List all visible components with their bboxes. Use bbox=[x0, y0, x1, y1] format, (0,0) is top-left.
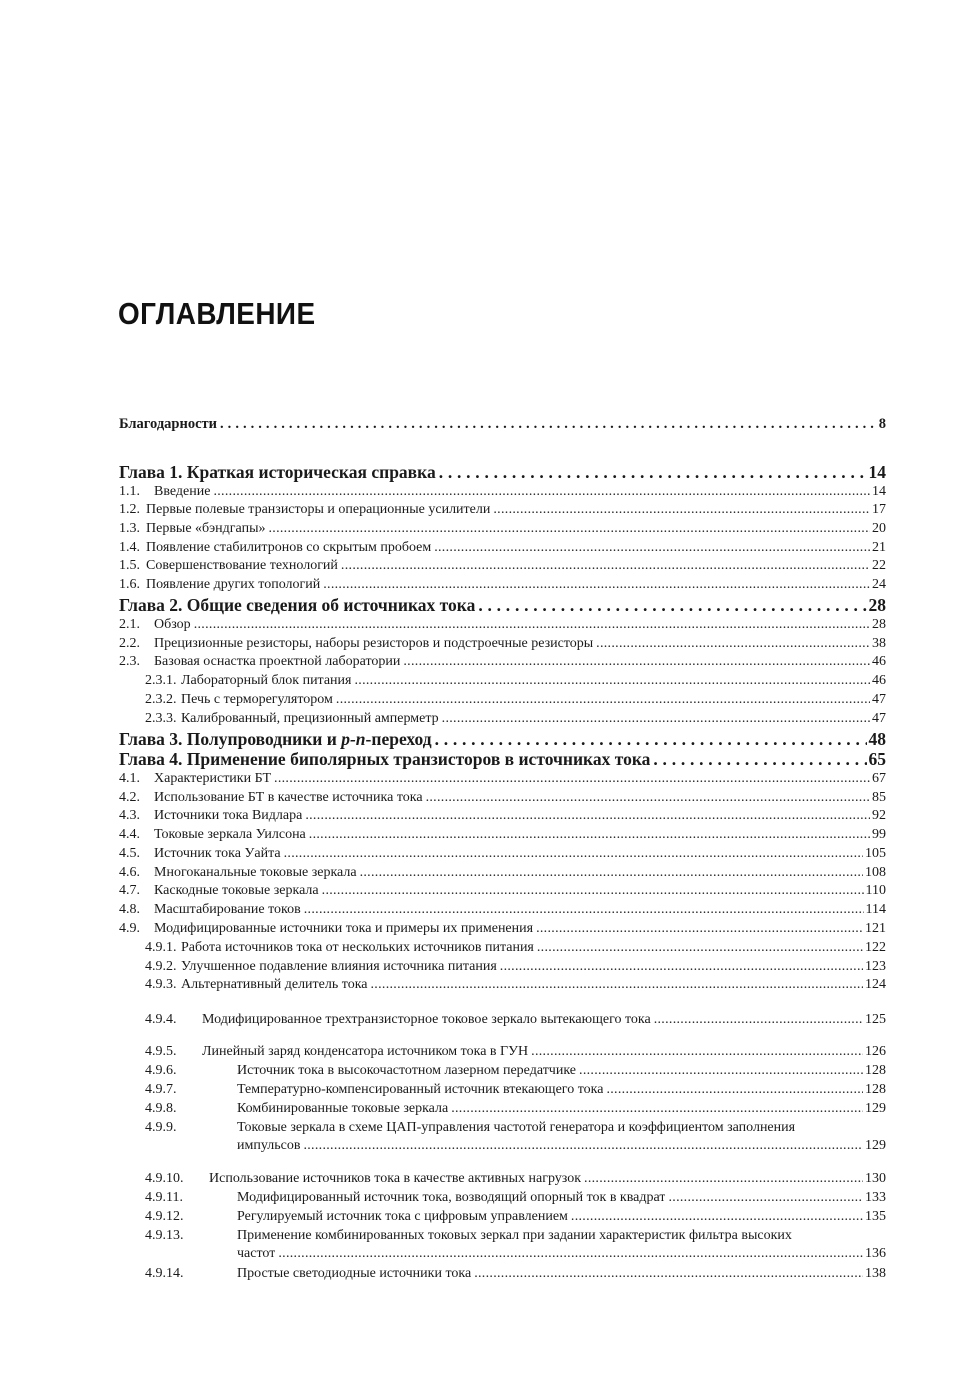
toc-entry-title-continuation: частот bbox=[237, 1246, 276, 1261]
toc-entry-title: Печь с терморегулятором bbox=[181, 692, 333, 707]
dot-leader bbox=[309, 826, 870, 843]
toc-chapter-title: Глава 4. Применение биполярных транзисторов в источниках тока bbox=[119, 749, 651, 769]
toc-entry-title: Работа источников тока от нескольких источников питания bbox=[181, 940, 534, 955]
dot-leader bbox=[336, 691, 870, 708]
toc-entry-wrapped-first-line[interactable] bbox=[119, 1227, 886, 1244]
toc-entry-title: Первые «бэндгапы» bbox=[146, 521, 266, 536]
toc-entry-page: 28 bbox=[872, 617, 886, 632]
toc-entry-page: 24 bbox=[872, 577, 886, 592]
toc-entry[interactable] bbox=[119, 539, 886, 556]
toc-entry[interactable] bbox=[119, 920, 886, 937]
toc-chapter-title-italic: p-n bbox=[341, 729, 366, 749]
toc-entry-number: 4.9.1. bbox=[145, 940, 177, 955]
dot-leader bbox=[500, 958, 863, 975]
toc-entry-number: 4.9.3. bbox=[145, 977, 177, 992]
toc-entry-page: 14 bbox=[872, 484, 886, 499]
toc-entry-number: 4.9.7. bbox=[145, 1082, 177, 1097]
toc-entry[interactable] bbox=[119, 710, 886, 727]
toc-entry-title: Использование БТ в качестве источника тока bbox=[154, 790, 423, 805]
toc-entry-page: 110 bbox=[865, 883, 886, 898]
toc-entry-title: Источник тока Уайта bbox=[154, 846, 281, 861]
dot-leader bbox=[278, 1245, 863, 1262]
toc-entry-title: Прецизионные резисторы, наборы резисторов и подстроечные резисторы bbox=[154, 636, 594, 651]
toc-chapter-4[interactable] bbox=[119, 749, 886, 769]
toc-entry-title: Многоканальные токовые зеркала bbox=[154, 865, 357, 880]
toc-entry-number: 1.4. bbox=[119, 540, 140, 555]
dot-leader bbox=[303, 1137, 863, 1154]
dot-leader bbox=[322, 882, 864, 899]
toc-entry-title: Благодарности bbox=[119, 416, 218, 432]
toc-entry-title: Обзор bbox=[154, 617, 191, 632]
toc-entry-number: 4.9.4. bbox=[145, 1012, 177, 1027]
toc-entry[interactable] bbox=[119, 501, 886, 518]
dot-leader bbox=[478, 595, 866, 615]
dot-leader bbox=[668, 1189, 863, 1206]
toc-entry-page: 114 bbox=[865, 902, 886, 917]
dot-leader bbox=[434, 539, 870, 556]
toc-chapter-page: 65 bbox=[868, 749, 886, 769]
toc-entry-page: 126 bbox=[865, 1044, 886, 1059]
toc-chapter-title-suffix: -переход bbox=[365, 729, 432, 749]
toc-entry[interactable] bbox=[119, 845, 886, 862]
toc-entry[interactable] bbox=[119, 770, 886, 787]
dot-leader bbox=[435, 729, 867, 749]
toc-entry-number: 1.2. bbox=[119, 502, 140, 517]
toc-entry[interactable] bbox=[119, 1100, 886, 1117]
dot-leader bbox=[606, 1081, 863, 1098]
toc-entry-page: 136 bbox=[865, 1246, 886, 1261]
toc-entry-title: Простые светодиодные источники тока bbox=[237, 1266, 472, 1281]
toc-entry-number: 2.2. bbox=[119, 636, 140, 651]
toc-entry-page: 108 bbox=[865, 865, 886, 880]
toc-entry-number: 4.6. bbox=[119, 865, 140, 880]
toc-entry-number: 2.3. bbox=[119, 654, 140, 669]
toc-entry-number: 4.9.6. bbox=[145, 1063, 177, 1078]
dot-leader bbox=[304, 901, 864, 918]
toc-entry-wrapped-first-line[interactable] bbox=[119, 1119, 886, 1136]
toc-entry[interactable] bbox=[119, 1011, 886, 1028]
toc-entry-page: 122 bbox=[865, 940, 886, 955]
dot-leader bbox=[439, 462, 867, 482]
toc-entry-page: 105 bbox=[865, 846, 886, 861]
toc-entry-page: 130 bbox=[865, 1171, 886, 1186]
toc-entry-title: Альтернативный делитель тока bbox=[181, 977, 368, 992]
toc-entry[interactable] bbox=[119, 958, 886, 975]
toc-entry-title: Модифицированное трехтранзисторное токовое зеркало вытекающего тока bbox=[202, 1012, 651, 1027]
toc-entry-number: 4.8. bbox=[119, 902, 140, 917]
dot-leader bbox=[323, 576, 870, 593]
toc-entry-title: Модифицированный источник тока, возводящий опорный ток в квадрат bbox=[237, 1190, 666, 1205]
toc-entry-number: 4.9.10. bbox=[145, 1171, 184, 1186]
toc-chapter-title: Глава 2. Общие сведения об источниках тока bbox=[119, 595, 476, 615]
toc-entry-number: 4.2. bbox=[119, 790, 140, 805]
toc-entry[interactable] bbox=[119, 691, 886, 708]
toc-chapter-title: Глава 1. Краткая историческая справка bbox=[119, 462, 436, 482]
toc-entry-title: Улучшенное подавление влияния источника питания bbox=[181, 959, 497, 974]
toc-entry-number: 4.9.11. bbox=[145, 1190, 183, 1205]
toc-entry-number: 1.1. bbox=[119, 484, 140, 499]
toc-entry-number: 2.1. bbox=[119, 617, 140, 632]
toc-entry[interactable] bbox=[119, 1170, 886, 1187]
toc-entry-number: 4.9.13. bbox=[145, 1228, 184, 1243]
toc-entry[interactable] bbox=[119, 807, 886, 824]
dot-leader bbox=[493, 501, 870, 518]
toc-entry-page: 121 bbox=[865, 921, 886, 936]
toc-entry-wrapped-second-line[interactable] bbox=[119, 1245, 886, 1262]
toc-entry[interactable] bbox=[119, 976, 886, 993]
toc-entry-title: Температурно-компенсированный источник втекающего тока bbox=[237, 1082, 604, 1097]
toc-entry[interactable] bbox=[119, 520, 886, 537]
toc-entry-page: 99 bbox=[872, 827, 886, 842]
toc-chapter-2[interactable] bbox=[119, 595, 886, 615]
toc-entry-page: 92 bbox=[872, 808, 886, 823]
toc-entry[interactable] bbox=[119, 882, 886, 899]
dot-leader bbox=[194, 616, 870, 633]
toc-entry-page: 22 bbox=[872, 558, 886, 573]
toc-entry-title: Источники тока Видлара bbox=[154, 808, 303, 823]
toc-entry-title: Каскодные токовые зеркала bbox=[154, 883, 319, 898]
toc-entry-page: 133 bbox=[865, 1190, 886, 1205]
toc-entry-title: Совершенствование технологий bbox=[146, 558, 338, 573]
toc-entry-title: Введение bbox=[154, 484, 211, 499]
toc-entry[interactable] bbox=[119, 789, 886, 806]
toc-entry[interactable] bbox=[119, 576, 886, 593]
toc-entry-title: Масштабирование токов bbox=[154, 902, 301, 917]
page-title: ОГЛАВЛЕНИЕ bbox=[118, 296, 316, 331]
toc-entry[interactable] bbox=[119, 672, 886, 689]
toc-entry-page: 138 bbox=[865, 1266, 886, 1281]
toc-entry-number: 1.5. bbox=[119, 558, 140, 573]
dot-leader bbox=[579, 1062, 863, 1079]
toc-entry-number: 2.3.2. bbox=[145, 692, 177, 707]
dot-leader bbox=[596, 635, 870, 652]
toc-entry-page: 46 bbox=[872, 654, 886, 669]
toc-entry-title: Применение комбинированных токовых зеркал при задании характеристик фильтра высоких bbox=[237, 1228, 792, 1243]
dot-leader bbox=[537, 939, 863, 956]
toc-entry-title: Токовые зеркала в схеме ЦАП-управления частотой генератора и коэффициентом заполнения bbox=[237, 1120, 796, 1135]
toc-entry-page: 128 bbox=[865, 1063, 886, 1078]
toc-chapter-page: 14 bbox=[868, 462, 886, 482]
dot-leader bbox=[305, 807, 870, 824]
toc-entry[interactable] bbox=[119, 653, 886, 670]
toc-entry[interactable] bbox=[119, 1208, 886, 1225]
toc-entry-title: Линейный заряд конденсатора источником тока в ГУН bbox=[202, 1044, 529, 1059]
toc-entry-number: 4.1. bbox=[119, 771, 140, 786]
toc-entry-page: 129 bbox=[865, 1101, 886, 1116]
toc-entry-title: Первые полевые транзисторы и операционные усилители bbox=[146, 502, 491, 517]
toc-entry-number: 2.3.1. bbox=[145, 673, 177, 688]
dot-leader bbox=[360, 864, 863, 881]
toc-entry-title: Регулируемый источник тока с цифровым управлением bbox=[237, 1209, 568, 1224]
dot-leader bbox=[268, 520, 870, 537]
toc-entry-number: 4.9. bbox=[119, 921, 140, 936]
toc-entry[interactable] bbox=[119, 826, 886, 843]
toc-chapter-1[interactable] bbox=[119, 462, 886, 482]
toc-entry-title: Базовая оснастка проектной лаборатории bbox=[154, 654, 401, 669]
toc-entry-title: Появление других топологий bbox=[146, 577, 321, 592]
dot-leader bbox=[213, 483, 870, 500]
dot-leader bbox=[284, 845, 863, 862]
dot-leader bbox=[653, 749, 866, 769]
toc-entry-page: 129 bbox=[865, 1138, 886, 1153]
toc-entry[interactable] bbox=[119, 939, 886, 956]
toc-entry-page: 125 bbox=[865, 1012, 886, 1027]
toc-entry-title: Использование источников тока в качестве активных нагрузок bbox=[209, 1171, 582, 1186]
dot-leader bbox=[536, 920, 863, 937]
toc-entry-number: 4.9.5. bbox=[145, 1044, 177, 1059]
toc-entry[interactable] bbox=[119, 864, 886, 881]
toc-entry-page: 47 bbox=[872, 692, 886, 707]
dot-leader bbox=[584, 1170, 863, 1187]
dot-leader bbox=[531, 1043, 863, 1060]
dot-leader bbox=[220, 416, 877, 433]
toc-entry-number: 4.9.2. bbox=[145, 959, 177, 974]
toc-entry-title: Характеристики БТ bbox=[154, 771, 272, 786]
toc-entry-wrapped-second-line[interactable] bbox=[119, 1137, 886, 1154]
toc-entry-title: Токовые зеркала Уилсона bbox=[154, 827, 306, 842]
toc-entry-page: 38 bbox=[872, 636, 886, 651]
toc-entry-number: 4.9.8. bbox=[145, 1101, 177, 1116]
toc-entry-acknowledgments[interactable] bbox=[119, 416, 886, 433]
toc-entry[interactable] bbox=[119, 1189, 886, 1206]
toc-entry-number: 4.4. bbox=[119, 827, 140, 842]
dot-leader bbox=[442, 710, 870, 727]
toc-entry-number: 4.9.9. bbox=[145, 1120, 177, 1135]
table-of-contents bbox=[119, 0, 886, 1388]
toc-entry[interactable] bbox=[119, 901, 886, 918]
toc-entry-page: 135 bbox=[865, 1209, 886, 1224]
toc-entry[interactable] bbox=[119, 1265, 886, 1282]
toc-entry[interactable] bbox=[119, 483, 886, 500]
toc-entry-page: 21 bbox=[872, 540, 886, 555]
toc-entry[interactable] bbox=[119, 1081, 886, 1098]
toc-entry-page: 47 bbox=[872, 711, 886, 726]
toc-entry-page: 128 bbox=[865, 1082, 886, 1097]
dot-leader bbox=[451, 1100, 863, 1117]
toc-entry-number: 4.9.14. bbox=[145, 1266, 184, 1281]
toc-entry-title-continuation: импульсов bbox=[237, 1138, 301, 1153]
toc-chapter-page: 28 bbox=[868, 595, 886, 615]
dot-leader bbox=[354, 672, 870, 689]
toc-entry-title: Лабораторный блок питания bbox=[181, 673, 352, 688]
dot-leader bbox=[474, 1265, 863, 1282]
toc-entry-page: 20 bbox=[872, 521, 886, 536]
toc-entry-title: Модифицированные источники тока и примеры их применения bbox=[154, 921, 534, 936]
dot-leader bbox=[426, 789, 870, 806]
dot-leader bbox=[571, 1208, 863, 1225]
toc-entry-page: 123 bbox=[865, 959, 886, 974]
toc-entry-number: 1.6. bbox=[119, 577, 140, 592]
dot-leader bbox=[274, 770, 870, 787]
toc-chapter-page: 48 bbox=[868, 729, 886, 749]
toc-entry-number: 4.9.12. bbox=[145, 1209, 184, 1224]
toc-entry-page: 85 bbox=[872, 790, 886, 805]
toc-entry-title: Калиброванный, прецизионный амперметр bbox=[181, 711, 439, 726]
toc-entry[interactable] bbox=[119, 635, 886, 652]
toc-entry-page: 67 bbox=[872, 771, 886, 786]
toc-entry[interactable] bbox=[119, 1062, 886, 1079]
toc-entry-page: 46 bbox=[872, 673, 886, 688]
toc-entry-title: Появление стабилитронов со скрытым пробоем bbox=[146, 540, 432, 555]
toc-chapter-title bbox=[119, 729, 432, 749]
toc-entry-page: 124 bbox=[865, 977, 886, 992]
dot-leader bbox=[371, 976, 864, 993]
toc-chapter-3[interactable] bbox=[119, 729, 886, 749]
toc-entry-number: 4.5. bbox=[119, 846, 140, 861]
toc-entry-page: 8 bbox=[878, 416, 886, 432]
dot-leader bbox=[654, 1011, 863, 1028]
toc-entry-title: Источник тока в высокочастотном лазерном передатчике bbox=[237, 1063, 577, 1078]
toc-entry[interactable] bbox=[119, 557, 886, 574]
toc-entry[interactable] bbox=[119, 1043, 886, 1060]
toc-entry[interactable] bbox=[119, 616, 886, 633]
toc-entry-number: 4.3. bbox=[119, 808, 140, 823]
toc-entry-title: Комбинированные токовые зеркала bbox=[237, 1101, 449, 1116]
toc-entry-page: 17 bbox=[872, 502, 886, 517]
toc-entry-number: 1.3. bbox=[119, 521, 140, 536]
toc-chapter-title-prefix: Глава 3. Полупроводники и bbox=[119, 729, 342, 749]
toc-entry-number: 4.7. bbox=[119, 883, 140, 898]
dot-leader bbox=[403, 653, 870, 670]
dot-leader bbox=[341, 557, 870, 574]
toc-entry-number: 2.3.3. bbox=[145, 711, 177, 726]
